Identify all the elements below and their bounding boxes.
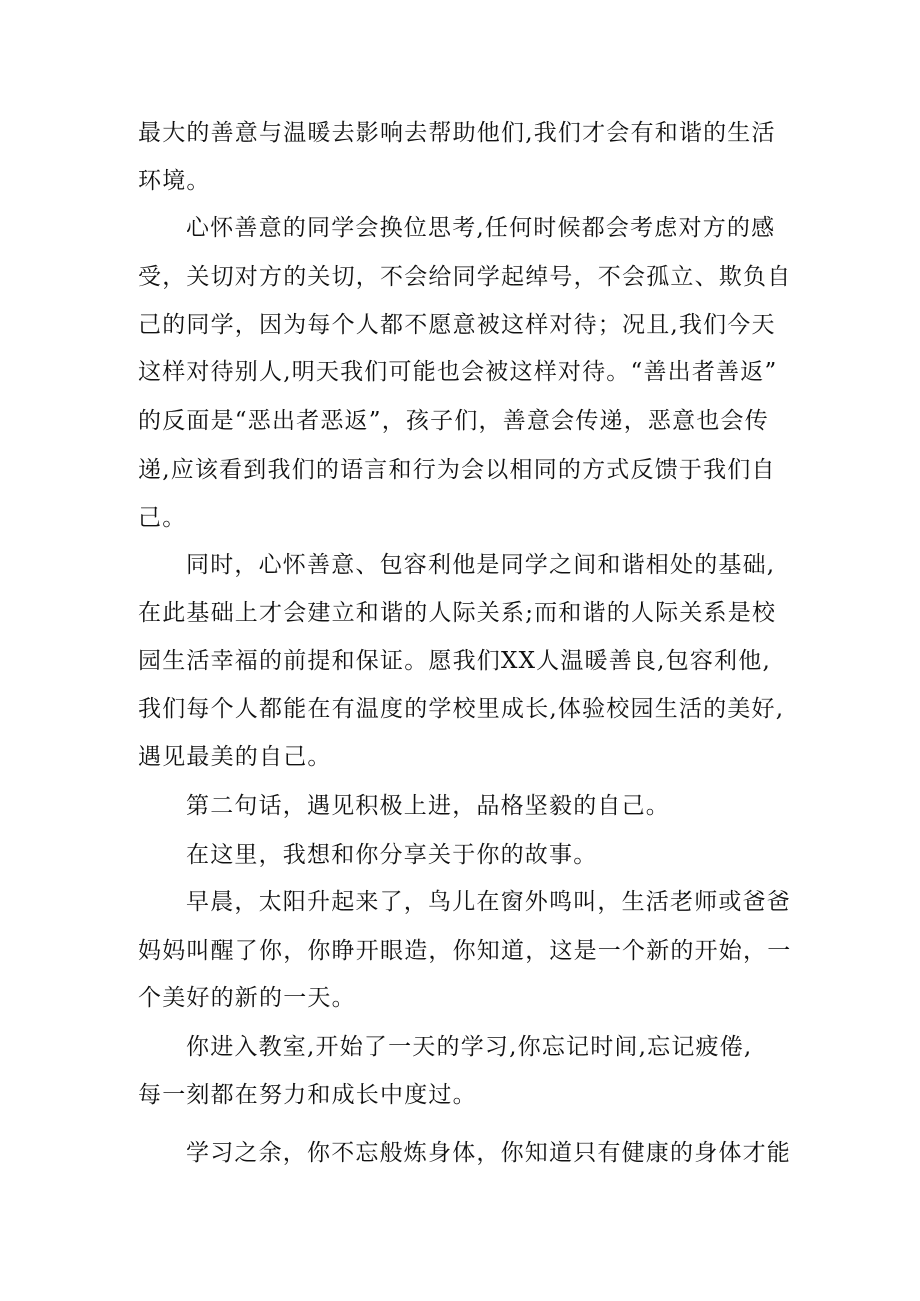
paragraph-first-line: 同时，心怀善意、包容利他是同学之间和谐相处的基础, — [186, 552, 776, 578]
text-line: 环境。 — [138, 168, 211, 194]
text-line: 在此基础上才会建立和谐的人际关系;而和谐的人际关系是校 — [138, 600, 777, 626]
paragraph-first-line: 你进入教室,开始了一天的学习,你忘记时间,忘记疲倦, — [186, 1034, 753, 1060]
text-line: 园生活幸福的前提和保证。愿我们XX人温暖善良,包容利他, — [138, 648, 771, 674]
text-line: 己的同学，因为每个人都不愿意被这样对待；况且,我们今天 — [138, 312, 776, 338]
text-line: 的反面是“恶出者恶返”，孩子们，善意会传递，恶意也会传 — [138, 408, 769, 434]
paragraph-first-line: 早晨，太阳升起来了，鸟儿在窗外鸣叫，生活老师或爸爸 — [186, 889, 791, 915]
text-line: 遇见最美的自己。 — [138, 744, 332, 770]
text-line: 每一刻都在努力和成长中度过。 — [138, 1082, 477, 1108]
paragraph-first-line: 学习之余，你不忘般炼身体，你知道只有健康的身体才能 — [186, 1140, 791, 1166]
paragraph-first-line: 在这里，我想和你分享关于你的故事。 — [186, 842, 598, 868]
text-line: 个美好的新的一天。 — [138, 985, 356, 1011]
text-line: 我们每个人都能在有温度的学校里成长,体验校园生活的美好, — [138, 696, 785, 722]
text-line: 受，关切对方的关切，不会给同学起绰号，不会孤立、欺负自 — [138, 264, 792, 290]
text-line: 己。 — [138, 505, 187, 531]
text-line: 递,应该看到我们的语言和行为会以相同的方式反馈于我们自 — [138, 457, 776, 483]
text-line: 妈妈叫醒了你，你睁开眼造，你知道，这是一个新的开始，一 — [138, 938, 792, 964]
paragraph-first-line: 心怀善意的同学会换位思考,任何时候都会考虑对方的感 — [186, 215, 776, 241]
text-line: 这样对待别人,明天我们可能也会被这样对待。“善出者善返” — [138, 359, 778, 385]
text-line: 最大的善意与温暖去影响去帮助他们,我们才会有和谐的生活 — [138, 120, 776, 146]
section-heading: 第二句话，遇见积极上进，品格坚毅的自己。 — [186, 793, 670, 819]
